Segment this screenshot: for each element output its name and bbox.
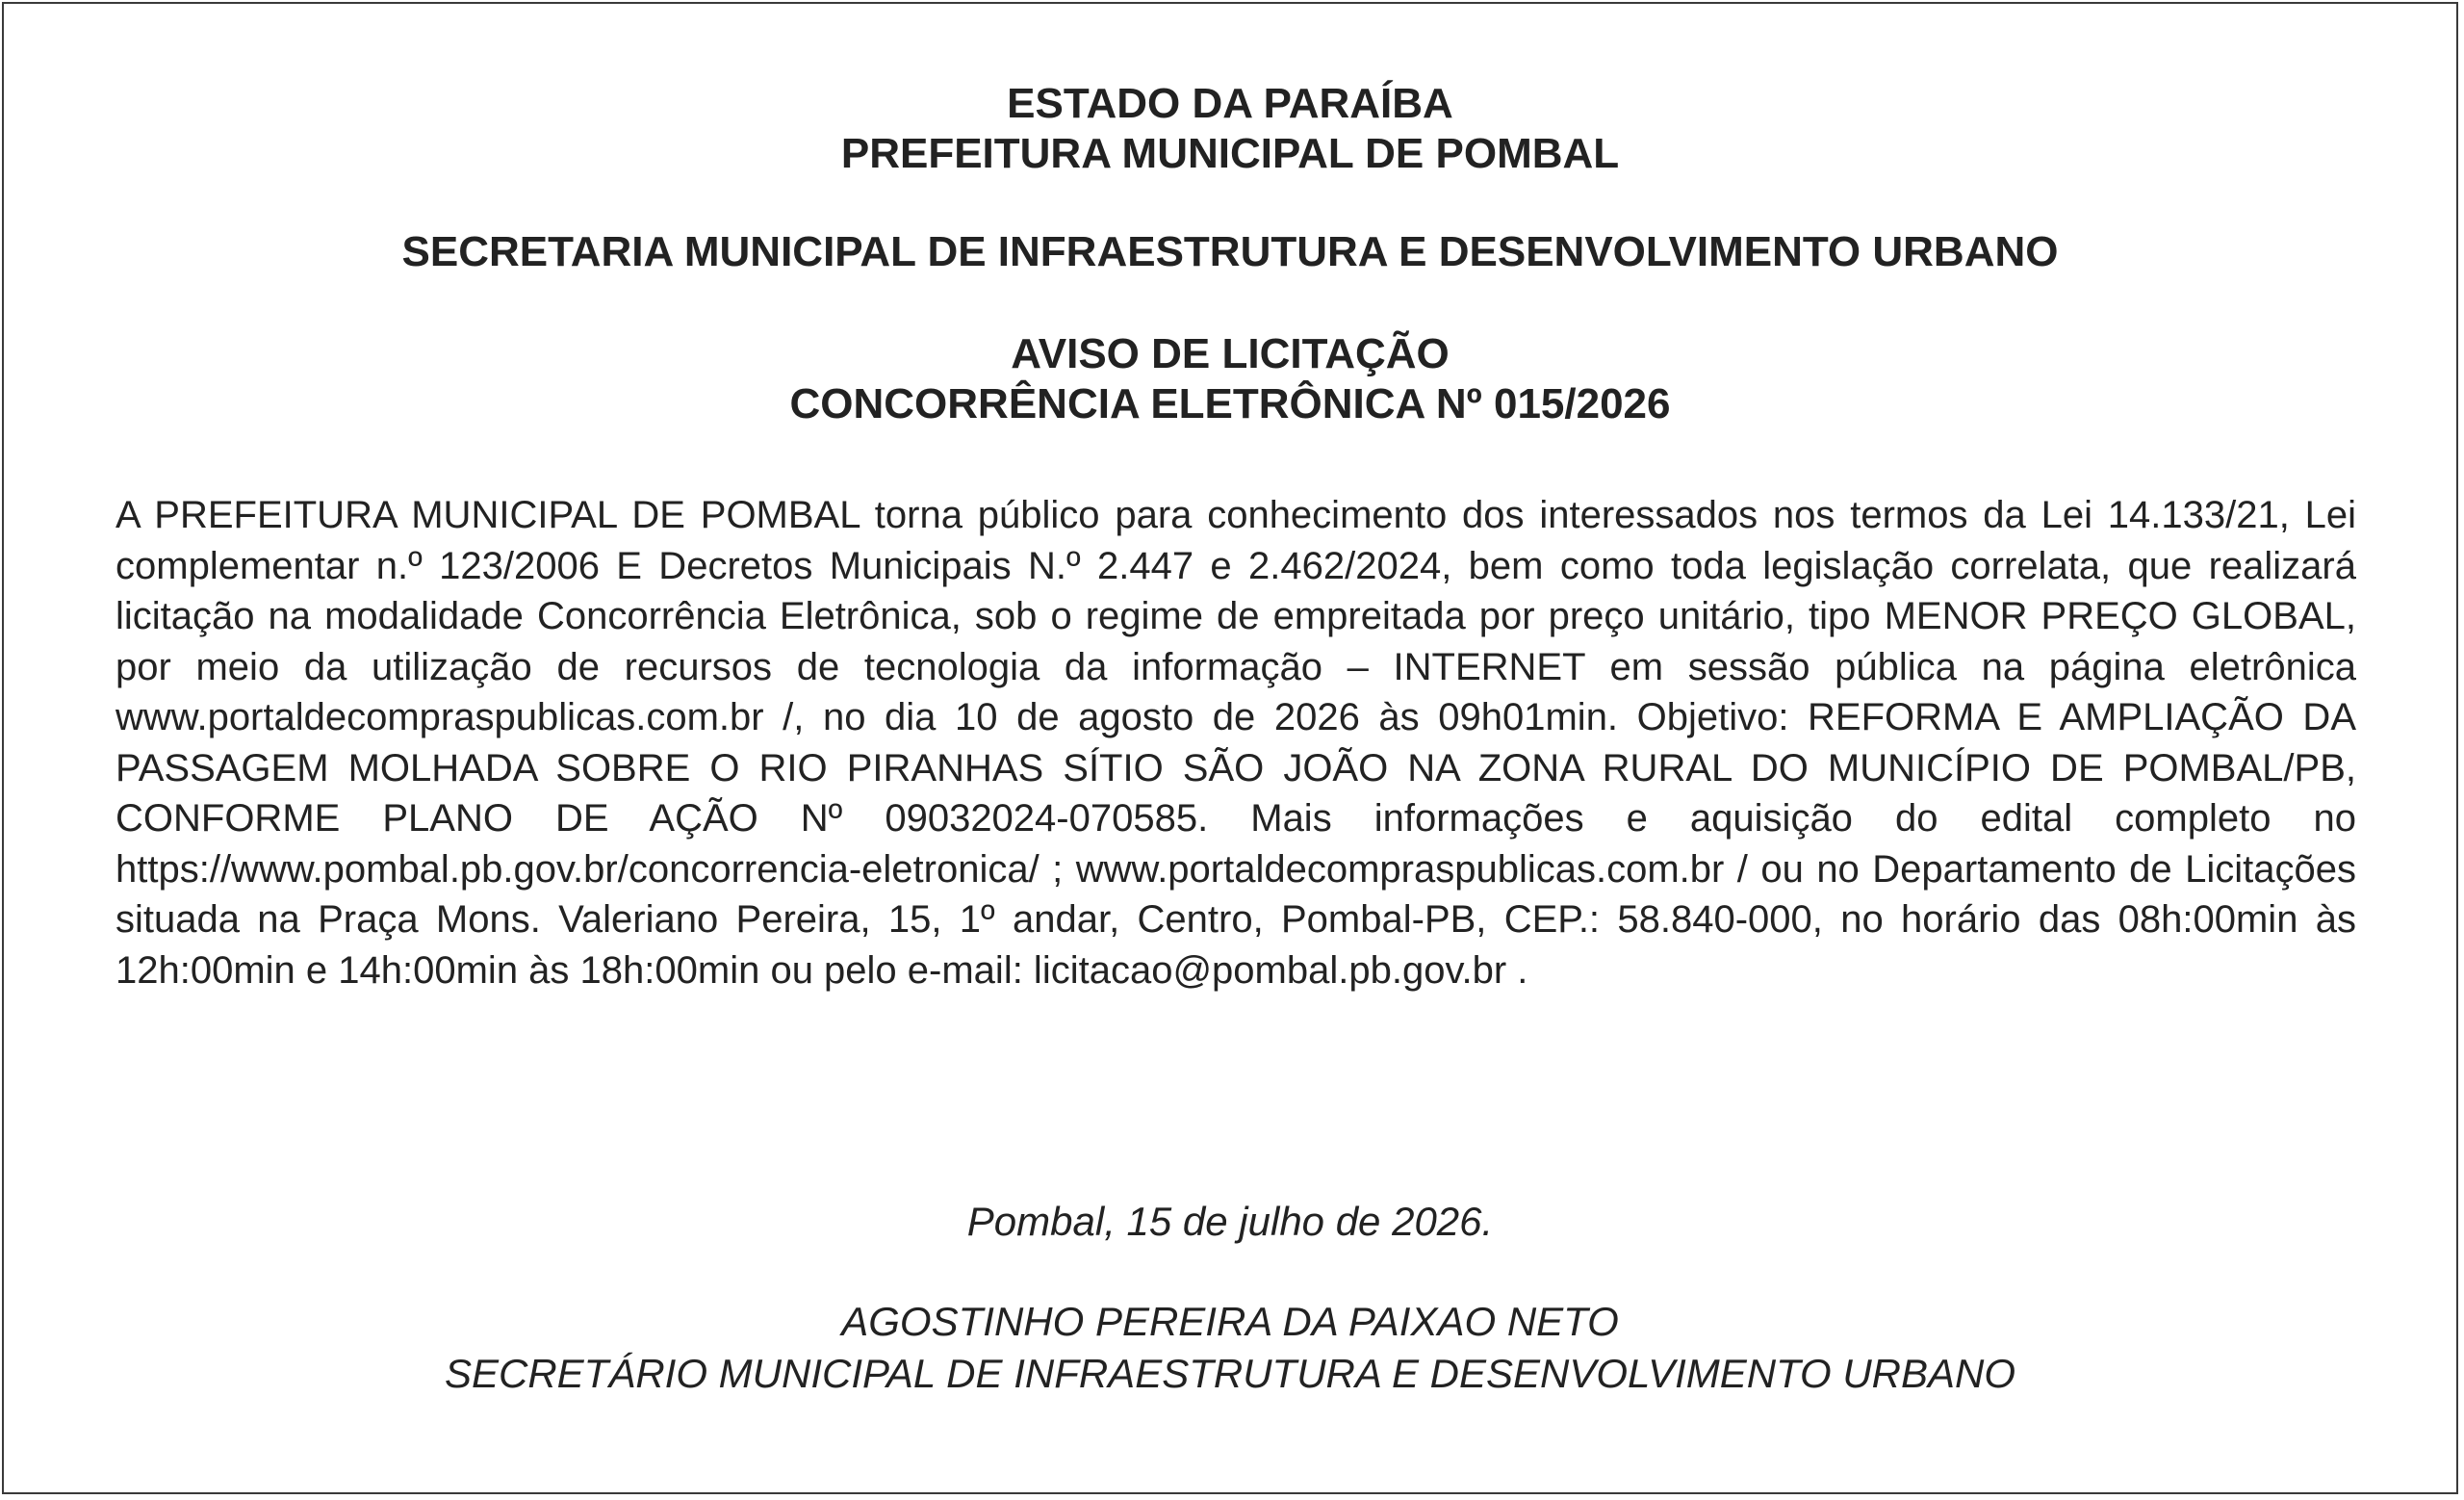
notice-title: AVISO DE LICITAÇÃO [1011, 330, 1450, 377]
notice-footer [4, 1196, 2456, 1400]
signatory-name: AGOSTINHO PEREIRA DA PAIXAO NETO [841, 1299, 1619, 1344]
notice-body-text: A PREFEITURA MUNICIPAL DE POMBAL torna público para conhecimento dos interessados nos termos da Lei 14.133/21, Lei complementar n.º 123/2006 E Decretos Municipais N.º 2.447 e 2.462/2024, bem como toda legislação correlata, que realizará licitação na modalidade Concorrência Eletrônica, sob o regime de empreitada por preço unitário, tipo MENOR PREÇO GLOBAL, por meio da utilização de recursos de tecnologia da informação – INTERNET em sessão pública na página eletrônica www.portaldecompraspublicas.com.br /, no dia 10 de agosto de 2026 às 09h01min. Objetivo: REFORMA E AMPLIAÇÃO DA PASSAGEM MOLHADA SOBRE O RIO PIRANHAS SÍTIO SÃO JOÃO NA ZONA RURAL DO MUNICÍPIO DE POMBAL/PB, CONFORME PLANO DE AÇÃO Nº 09032024-070585. Mais informações e aquisição do edital completo no https://www.pombal.pb.gov.br/concorrencia-eletronica/ ; www.portaldecompraspublicas.com.br / ou no Departamento de Licitações situada na Praça Mons. Valeriano Pereira, 15, 1º andar, Centro, Pombal-PB, CEP.: 58.840-000, no horário das 08h:00min às 12h:00min e 14h:00min às 18h:00min ou pelo e-mail: licitacao@pombal.pb.gov.br . [116, 494, 2356, 992]
process-number: CONCORRÊNCIA ELETRÔNICA Nº 015/2026 [789, 380, 1671, 427]
prefecture-heading: PREFEITURA MUNICIPAL DE POMBAL [840, 130, 1620, 177]
signatory-role: SECRETÁRIO MUNICIPAL DE INFRAESTRUTURA E DESENVOLVIMENTO URBANO [444, 1351, 2016, 1396]
notice-header [4, 79, 2456, 429]
place-date: Pombal, 15 de julho de 2026. [966, 1199, 1494, 1244]
secretariat-heading: SECRETARIA MUNICIPAL DE INFRAESTRUTURA E DESENVOLVIMENTO URBANO [401, 228, 2059, 275]
notice-frame [2, 2, 2458, 1494]
state-heading: ESTADO DA PARAÍBA [1007, 80, 1453, 127]
